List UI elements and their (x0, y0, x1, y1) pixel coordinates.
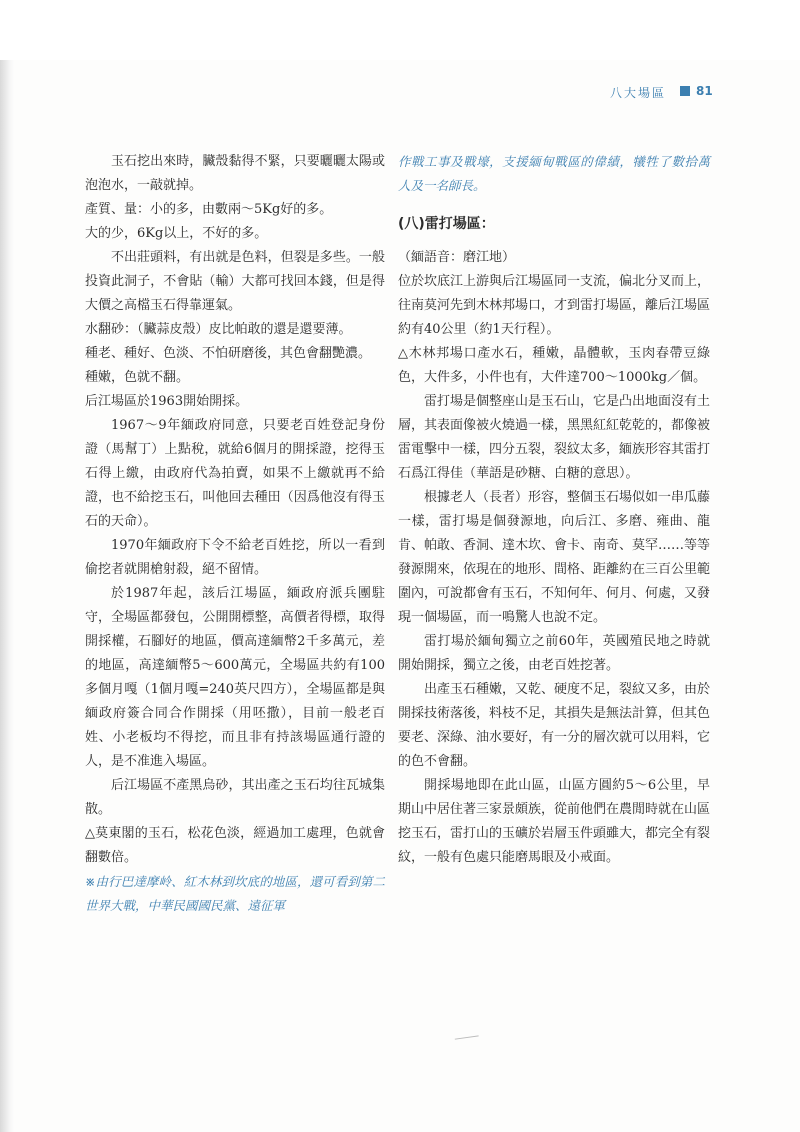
paragraph: △莫東閣的玉石，松花色淡，經過加工處理，色就會翻數倍。 (85, 826, 385, 865)
right-column (398, 150, 710, 870)
running-header (610, 84, 780, 104)
left-column (85, 150, 385, 918)
chapter-title: 八大場區 (610, 86, 667, 100)
page-number: 81 (696, 84, 713, 98)
paragraph: 后江場區不產黑烏砂，其出產之玉石均往瓦城集散。 (85, 778, 385, 817)
footnote: ※由行巴達摩岭、紅木林到坎底的地區，還可看到第二世界大戰，中華民國國民黨、遠征軍 (85, 874, 385, 913)
scan-smudge (455, 1035, 479, 1043)
paragraph: 於1987年起，該后江場區，緬政府派兵團駐守，全場區都發包，公開開標整，高價者得標，取得開採權，石腳好的地區，價高達緬幣2千多萬元，差的地區，高達緬幣5～600萬元，全場區共約有100多個月嘎（1個月嘎=240英尺四方），全場區都是與緬政府簽合同合作開採（用呸撒），目前一般老百姓、小老板均不得挖，而且非有持該場區通行證的人，是不准進入場區。 (85, 586, 385, 769)
paragraph: 水翻砂：（臟蒜皮殼）皮比帕敢的還是還要薄。 (85, 322, 352, 337)
paragraph: 位於坎底江上游與后江場區同一支流，偏北分叉而上，往南莫河先到木林邦場口，才到雷打場區，離后江場區約有40公里（約1天行程）。 (398, 274, 711, 337)
paragraph: 種老、種好、色淡、不怕研磨後，其色會翻艷濃。 (85, 346, 372, 361)
paragraph: 種嫩，色就不翻。 (85, 370, 190, 385)
paragraph: △木林邦場口產水石，種嫩，晶體軟，玉肉春帶豆綠色，大件多，小件也有，大件達700～1000kg／個。 (398, 346, 710, 385)
paragraph: 后江場區於1963開始開採。 (85, 394, 249, 409)
paragraph: 雷打場是個整座山是玉石山，它是凸出地面沒有土層，其表面像被火燒過一樣，黑黑紅紅乾乾的，都像被雷電擊中一樣，四分五裂，裂紋太多，緬族形容其雷打石爲江得佳（華語是砂糖、白糖的意思）。 (398, 394, 711, 481)
paragraph: 根據老人（長者）形容，整個玉石場似如一串瓜藤一樣，雷打場是個發源地，向后江、多磨、雍曲、龍肯、帕敢、香洞、達木坎、會卡、南奇、莫罕……等等發源開來，依現在的地形、間格、距離約在三百公里範圍內，可說都會有玉石，不知何年、何月、何處，又發現一個場區，而一鳴驚人也說不定。 (398, 490, 711, 625)
paragraph: 1970年緬政府下令不給老百姓挖，所以一看到偷挖者就開槍射殺，絕不留情。 (85, 538, 385, 577)
section-heading: (八)雷打場區： (398, 216, 495, 232)
section-body (398, 246, 710, 870)
page-binding-shadow (0, 60, 14, 1132)
paragraph: 1967～9年緬政府同意，只要老百姓登記身份證（馬幫丁）上點稅，就給6個月的開採證，挖得玉石得上繳，由政府代為拍賣，如果不上繳就再不給證，也不給挖玉石，叫他回去種田（因爲他沒有得玉石的天命）。 (85, 418, 385, 529)
paragraph: 大的少，6Kg以上，不好的多。 (85, 226, 268, 241)
paragraph: 雷打場於緬甸獨立之前60年，英國殖民地之時就開始開採，獨立之後，由老百姓挖著。 (398, 634, 710, 673)
header-square-icon (680, 86, 690, 96)
scan-top-margin (0, 0, 800, 60)
paragraph: 不出莊頭料，有出就是色料，但裂是多些。一般投資此洞子，不會貼（輸）大都可找回本錢，但是得大價之高檔玉石得靠運氣。 (85, 250, 385, 313)
paragraph: 開採場地即在此山區，山區方圓約5～6公里，早期山中居住著三家景頗族，從前他們在農閒時就在山區挖玉石，雷打山的玉礦於岩層玉件頭雖大，都完全有裂紋，一般有色處只能磨馬眼及小戒面。 (398, 778, 711, 865)
paragraph: 產質、量：小的多，由數兩～5Kg好的多。 (85, 202, 333, 217)
paragraph: 出產玉石種嫩，又乾、硬度不足，裂紋又多，由於開採技術落後，料枝不足，其損失是無法計算，但其色要老、深綠、油水要好，有一分的層次就可以用料，它的色不會翻。 (398, 682, 711, 769)
paragraph: （緬語音：磨江地） (398, 250, 516, 265)
continued-note: 作戰工事及戰壕，支援緬甸戰區的偉績，犧牲了數拾萬人及一名師長。 (398, 154, 710, 193)
paragraph: 玉石挖出來時，臟殼黏得不緊，只要曬曬太陽或泡泡水，一敲就掉。 (85, 154, 385, 193)
